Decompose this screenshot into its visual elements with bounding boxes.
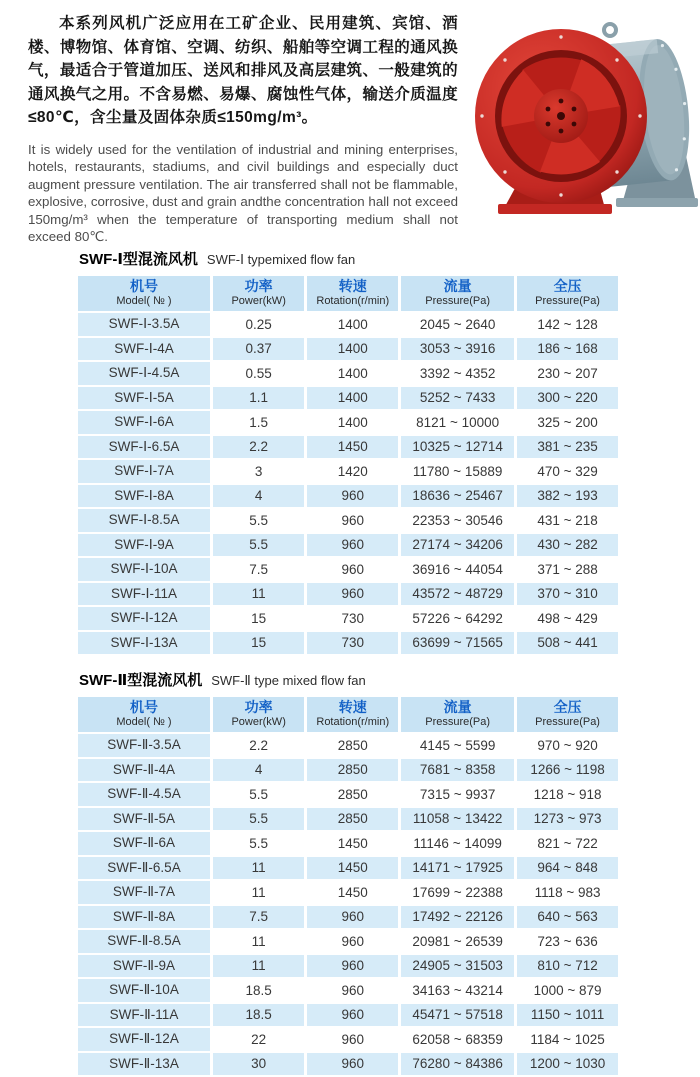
value-cell: 810 ~ 712 bbox=[517, 955, 618, 978]
value-cell: 960 bbox=[307, 558, 398, 581]
value-cell: 4 bbox=[213, 485, 304, 508]
intro-text-block bbox=[28, 12, 458, 246]
value-cell: 11780 ~ 15889 bbox=[401, 460, 514, 483]
model-cell: SWF-Ⅰ-6A bbox=[78, 411, 210, 434]
swf1-title bbox=[79, 248, 624, 269]
value-cell: 1450 bbox=[307, 832, 398, 855]
value-cell: 76280 ~ 84386 bbox=[401, 1053, 514, 1076]
intro-section bbox=[0, 0, 700, 246]
value-cell: 1218 ~ 918 bbox=[517, 783, 618, 806]
model-cell: SWF-Ⅰ-5A bbox=[78, 387, 210, 410]
value-cell: 430 ~ 282 bbox=[517, 534, 618, 557]
table-row bbox=[78, 485, 618, 508]
value-cell: 370 ~ 310 bbox=[517, 583, 618, 606]
model-cell: SWF-Ⅱ-8A bbox=[78, 906, 210, 929]
value-cell: 30 bbox=[213, 1053, 304, 1076]
value-cell: 1400 bbox=[307, 387, 398, 410]
value-cell: 1150 ~ 1011 bbox=[517, 1004, 618, 1027]
value-cell: 1420 bbox=[307, 460, 398, 483]
column-header-rotation bbox=[307, 697, 398, 732]
table-row bbox=[78, 881, 618, 904]
intro-paragraph-zh: 本系列风机广泛应用在工矿企业、民用建筑、宾馆、酒楼、博物馆、体育馆、空调、纺织、船舶等空调工程的通风换气，最适合于管道加压、送风和排风及高层建筑、一般建筑的通风换气之用。不含易燃、易爆、腐蚀性气体，输送介质温度≤80℃，含尘量及固体杂质≤150mg/m³。 bbox=[28, 15, 458, 126]
intro-paragraph-en: It is widely used for the ventilation of industrial and mining enterprises, hotels, restaurants, stadiums, and civil buildings and especially duct augment pressure ventilation. The air transferred shall not be flammable, explosive, corrosive, dust and grain andthe concentration hall not exceed 150mg/m³ when the temperature of transporting medium shall not exceed 80℃. bbox=[28, 141, 458, 245]
value-cell: 640 ~ 563 bbox=[517, 906, 618, 929]
value-cell: 11146 ~ 14099 bbox=[401, 832, 514, 855]
value-cell: 7315 ~ 9937 bbox=[401, 783, 514, 806]
swf2-title bbox=[79, 669, 624, 690]
rear-foot-base bbox=[616, 198, 698, 207]
value-cell: 2850 bbox=[307, 734, 398, 757]
value-cell: 186 ~ 168 bbox=[517, 338, 618, 361]
value-cell: 142 ~ 128 bbox=[517, 313, 618, 336]
table-row bbox=[78, 734, 618, 757]
value-cell: 11 bbox=[213, 857, 304, 880]
column-header-model bbox=[78, 697, 210, 732]
value-cell: 1400 bbox=[307, 313, 398, 336]
table-row bbox=[78, 979, 618, 1002]
model-cell: SWF-Ⅱ-7A bbox=[78, 881, 210, 904]
value-cell: 960 bbox=[307, 979, 398, 1002]
table-row bbox=[78, 411, 618, 434]
column-header-zh: 转速 bbox=[338, 278, 367, 294]
value-cell: 11 bbox=[213, 881, 304, 904]
table-row bbox=[78, 338, 618, 361]
value-cell: 11058 ~ 13422 bbox=[401, 808, 514, 831]
value-cell: 960 bbox=[307, 485, 398, 508]
value-cell: 20981 ~ 26539 bbox=[401, 930, 514, 953]
model-cell: SWF-Ⅱ-6A bbox=[78, 832, 210, 855]
model-cell: SWF-Ⅱ-9A bbox=[78, 955, 210, 978]
column-header-pressure bbox=[517, 697, 618, 732]
table-row bbox=[78, 955, 618, 978]
value-cell: 5.5 bbox=[213, 534, 304, 557]
table-row bbox=[78, 1004, 618, 1027]
value-cell: 431 ~ 218 bbox=[517, 509, 618, 532]
value-cell: 63699 ~ 71565 bbox=[401, 632, 514, 655]
value-cell: 730 bbox=[307, 607, 398, 630]
model-cell: SWF-Ⅱ-10A bbox=[78, 979, 210, 1002]
lifting-eye bbox=[604, 24, 616, 36]
value-cell: 7.5 bbox=[213, 558, 304, 581]
value-cell: 22353 ~ 30546 bbox=[401, 509, 514, 532]
model-cell: SWF-Ⅱ-11A bbox=[78, 1004, 210, 1027]
value-cell: 34163 ~ 43214 bbox=[401, 979, 514, 1002]
value-cell: 1118 ~ 983 bbox=[517, 881, 618, 904]
model-cell: SWF-Ⅱ-8.5A bbox=[78, 930, 210, 953]
product-photo-mixed-flow-fan bbox=[464, 6, 698, 220]
table-row bbox=[78, 362, 618, 385]
value-cell: 1450 bbox=[307, 881, 398, 904]
value-cell: 17492 ~ 22126 bbox=[401, 906, 514, 929]
value-cell: 1184 ~ 1025 bbox=[517, 1028, 618, 1051]
value-cell: 0.25 bbox=[213, 313, 304, 336]
table-row bbox=[78, 759, 618, 782]
column-header-model bbox=[78, 276, 210, 311]
value-cell: 960 bbox=[307, 509, 398, 532]
swf1-section bbox=[78, 248, 624, 656]
model-cell: SWF-Ⅰ-7A bbox=[78, 460, 210, 483]
column-header-zh: 流量 bbox=[443, 278, 472, 294]
value-cell: 5.5 bbox=[213, 509, 304, 532]
table-row bbox=[78, 509, 618, 532]
value-cell: 381 ~ 235 bbox=[517, 436, 618, 459]
value-cell: 970 ~ 920 bbox=[517, 734, 618, 757]
table-row bbox=[78, 857, 618, 880]
value-cell: 11 bbox=[213, 955, 304, 978]
mixed-flow-fan-illustration bbox=[464, 6, 698, 220]
column-header-zh: 机号 bbox=[130, 278, 158, 294]
value-cell: 960 bbox=[307, 930, 398, 953]
column-header-zh: 功率 bbox=[244, 278, 273, 294]
value-cell: 15 bbox=[213, 607, 304, 630]
column-header-pressure bbox=[517, 276, 618, 311]
value-cell: 960 bbox=[307, 906, 398, 929]
table-row bbox=[78, 460, 618, 483]
value-cell: 1266 ~ 1198 bbox=[517, 759, 618, 782]
model-cell: SWF-Ⅱ-4.5A bbox=[78, 783, 210, 806]
value-cell: 2850 bbox=[307, 759, 398, 782]
value-cell: 960 bbox=[307, 583, 398, 606]
model-cell: SWF-Ⅰ-12A bbox=[78, 607, 210, 630]
swf1-spec-table bbox=[75, 274, 621, 656]
swf1-title-zh: SWF-Ⅰ型混流风机 bbox=[79, 251, 198, 268]
column-header-zh: 流量 bbox=[443, 699, 472, 715]
value-cell: 17699 ~ 22388 bbox=[401, 881, 514, 904]
model-cell: SWF-Ⅱ-3.5A bbox=[78, 734, 210, 757]
column-header-flow bbox=[401, 276, 514, 311]
value-cell: 325 ~ 200 bbox=[517, 411, 618, 434]
value-cell: 960 bbox=[307, 1004, 398, 1027]
value-cell: 730 bbox=[307, 632, 398, 655]
value-cell: 230 ~ 207 bbox=[517, 362, 618, 385]
table-row bbox=[78, 930, 618, 953]
value-cell: 43572 ~ 48729 bbox=[401, 583, 514, 606]
value-cell: 27174 ~ 34206 bbox=[401, 534, 514, 557]
column-header-en: Pressure(Pa) bbox=[425, 295, 491, 307]
front-foot-base bbox=[498, 204, 612, 214]
value-cell: 8121 ~ 10000 bbox=[401, 411, 514, 434]
model-cell: SWF-Ⅰ-9A bbox=[78, 534, 210, 557]
table-row bbox=[78, 607, 618, 630]
value-cell: 3392 ~ 4352 bbox=[401, 362, 514, 385]
column-header-zh: 功率 bbox=[244, 699, 273, 715]
value-cell: 964 ~ 848 bbox=[517, 857, 618, 880]
table-row bbox=[78, 1028, 618, 1051]
value-cell: 1400 bbox=[307, 338, 398, 361]
value-cell: 2850 bbox=[307, 783, 398, 806]
value-cell: 10325 ~ 12714 bbox=[401, 436, 514, 459]
value-cell: 2.2 bbox=[213, 436, 304, 459]
value-cell: 2.2 bbox=[213, 734, 304, 757]
model-cell: SWF-Ⅰ-13A bbox=[78, 632, 210, 655]
column-header-en: Power(kW) bbox=[231, 716, 286, 728]
model-cell: SWF-Ⅰ-6.5A bbox=[78, 436, 210, 459]
swf2-section bbox=[78, 669, 624, 1077]
model-cell: SWF-Ⅰ-8.5A bbox=[78, 509, 210, 532]
value-cell: 5252 ~ 7433 bbox=[401, 387, 514, 410]
value-cell: 36916 ~ 44054 bbox=[401, 558, 514, 581]
table-row bbox=[78, 558, 618, 581]
value-cell: 0.37 bbox=[213, 338, 304, 361]
value-cell: 960 bbox=[307, 1053, 398, 1076]
table-row bbox=[78, 632, 618, 655]
model-cell: SWF-Ⅱ-12A bbox=[78, 1028, 210, 1051]
value-cell: 1000 ~ 879 bbox=[517, 979, 618, 1002]
value-cell: 5.5 bbox=[213, 783, 304, 806]
value-cell: 5.5 bbox=[213, 832, 304, 855]
value-cell: 821 ~ 722 bbox=[517, 832, 618, 855]
model-cell: SWF-Ⅰ-11A bbox=[78, 583, 210, 606]
value-cell: 18636 ~ 25467 bbox=[401, 485, 514, 508]
value-cell: 18.5 bbox=[213, 1004, 304, 1027]
swf2-title-en: SWF-Ⅱ type mixed flow fan bbox=[211, 673, 366, 688]
value-cell: 723 ~ 636 bbox=[517, 930, 618, 953]
value-cell: 15 bbox=[213, 632, 304, 655]
value-cell: 960 bbox=[307, 955, 398, 978]
fan-inlet bbox=[475, 29, 647, 203]
value-cell: 62058 ~ 68359 bbox=[401, 1028, 514, 1051]
value-cell: 7681 ~ 8358 bbox=[401, 759, 514, 782]
value-cell: 470 ~ 329 bbox=[517, 460, 618, 483]
table-row bbox=[78, 583, 618, 606]
model-cell: SWF-Ⅰ-4A bbox=[78, 338, 210, 361]
table-row bbox=[78, 387, 618, 410]
column-header-flow bbox=[401, 697, 514, 732]
value-cell: 11 bbox=[213, 583, 304, 606]
table-row bbox=[78, 832, 618, 855]
model-cell: SWF-Ⅱ-6.5A bbox=[78, 857, 210, 880]
model-cell: SWF-Ⅱ-13A bbox=[78, 1053, 210, 1076]
column-header-zh: 全压 bbox=[553, 278, 582, 294]
value-cell: 371 ~ 288 bbox=[517, 558, 618, 581]
model-cell: SWF-Ⅰ-10A bbox=[78, 558, 210, 581]
value-cell: 3 bbox=[213, 460, 304, 483]
value-cell: 300 ~ 220 bbox=[517, 387, 618, 410]
model-cell: SWF-Ⅰ-4.5A bbox=[78, 362, 210, 385]
table-row bbox=[78, 313, 618, 336]
value-cell: 57226 ~ 64292 bbox=[401, 607, 514, 630]
column-header-en: Model( № ) bbox=[116, 295, 172, 307]
column-header-zh: 机号 bbox=[130, 699, 158, 715]
value-cell: 3053 ~ 3916 bbox=[401, 338, 514, 361]
value-cell: 1400 bbox=[307, 362, 398, 385]
value-cell: 45471 ~ 57518 bbox=[401, 1004, 514, 1027]
column-header-en: Pressure(Pa) bbox=[535, 295, 600, 307]
header-row bbox=[78, 276, 618, 311]
table-row bbox=[78, 534, 618, 557]
value-cell: 11 bbox=[213, 930, 304, 953]
column-header-en: Rotation(r/min) bbox=[316, 295, 390, 307]
value-cell: 7.5 bbox=[213, 906, 304, 929]
header-row bbox=[78, 697, 618, 732]
column-header-en: Pressure(Pa) bbox=[535, 716, 600, 728]
value-cell: 1.1 bbox=[213, 387, 304, 410]
table-row bbox=[78, 783, 618, 806]
value-cell: 14171 ~ 17925 bbox=[401, 857, 514, 880]
column-header-power bbox=[213, 276, 304, 311]
value-cell: 1400 bbox=[307, 411, 398, 434]
value-cell: 1.5 bbox=[213, 411, 304, 434]
swf2-spec-table bbox=[75, 695, 621, 1077]
value-cell: 24905 ~ 31503 bbox=[401, 955, 514, 978]
value-cell: 5.5 bbox=[213, 808, 304, 831]
value-cell: 4 bbox=[213, 759, 304, 782]
column-header-en: Pressure(Pa) bbox=[425, 716, 491, 728]
value-cell: 382 ~ 193 bbox=[517, 485, 618, 508]
value-cell: 1450 bbox=[307, 436, 398, 459]
value-cell: 1450 bbox=[307, 857, 398, 880]
column-header-power bbox=[213, 697, 304, 732]
value-cell: 2045 ~ 2640 bbox=[401, 313, 514, 336]
table-row bbox=[78, 808, 618, 831]
value-cell: 960 bbox=[307, 534, 398, 557]
value-cell: 498 ~ 429 bbox=[517, 607, 618, 630]
value-cell: 18.5 bbox=[213, 979, 304, 1002]
column-header-rotation bbox=[307, 276, 398, 311]
column-header-zh: 转速 bbox=[338, 699, 367, 715]
table-row bbox=[78, 436, 618, 459]
value-cell: 1273 ~ 973 bbox=[517, 808, 618, 831]
table-row bbox=[78, 1053, 618, 1076]
column-header-en: Model( № ) bbox=[116, 716, 172, 728]
value-cell: 508 ~ 441 bbox=[517, 632, 618, 655]
column-header-en: Rotation(r/min) bbox=[316, 716, 390, 728]
value-cell: 22 bbox=[213, 1028, 304, 1051]
model-cell: SWF-Ⅱ-4A bbox=[78, 759, 210, 782]
model-cell: SWF-Ⅰ-8A bbox=[78, 485, 210, 508]
column-header-en: Power(kW) bbox=[231, 295, 286, 307]
value-cell: 960 bbox=[307, 1028, 398, 1051]
value-cell: 0.55 bbox=[213, 362, 304, 385]
column-header-zh: 全压 bbox=[553, 699, 582, 715]
swf1-title-en: SWF-Ⅰ typemixed flow fan bbox=[206, 252, 356, 267]
value-cell: 4145 ~ 5599 bbox=[401, 734, 514, 757]
model-cell: SWF-Ⅱ-5A bbox=[78, 808, 210, 831]
table-row bbox=[78, 906, 618, 929]
value-cell: 1200 ~ 1030 bbox=[517, 1053, 618, 1076]
swf2-title-zh: SWF-Ⅱ型混流风机 bbox=[79, 672, 203, 689]
value-cell: 2850 bbox=[307, 808, 398, 831]
model-cell: SWF-Ⅰ-3.5A bbox=[78, 313, 210, 336]
